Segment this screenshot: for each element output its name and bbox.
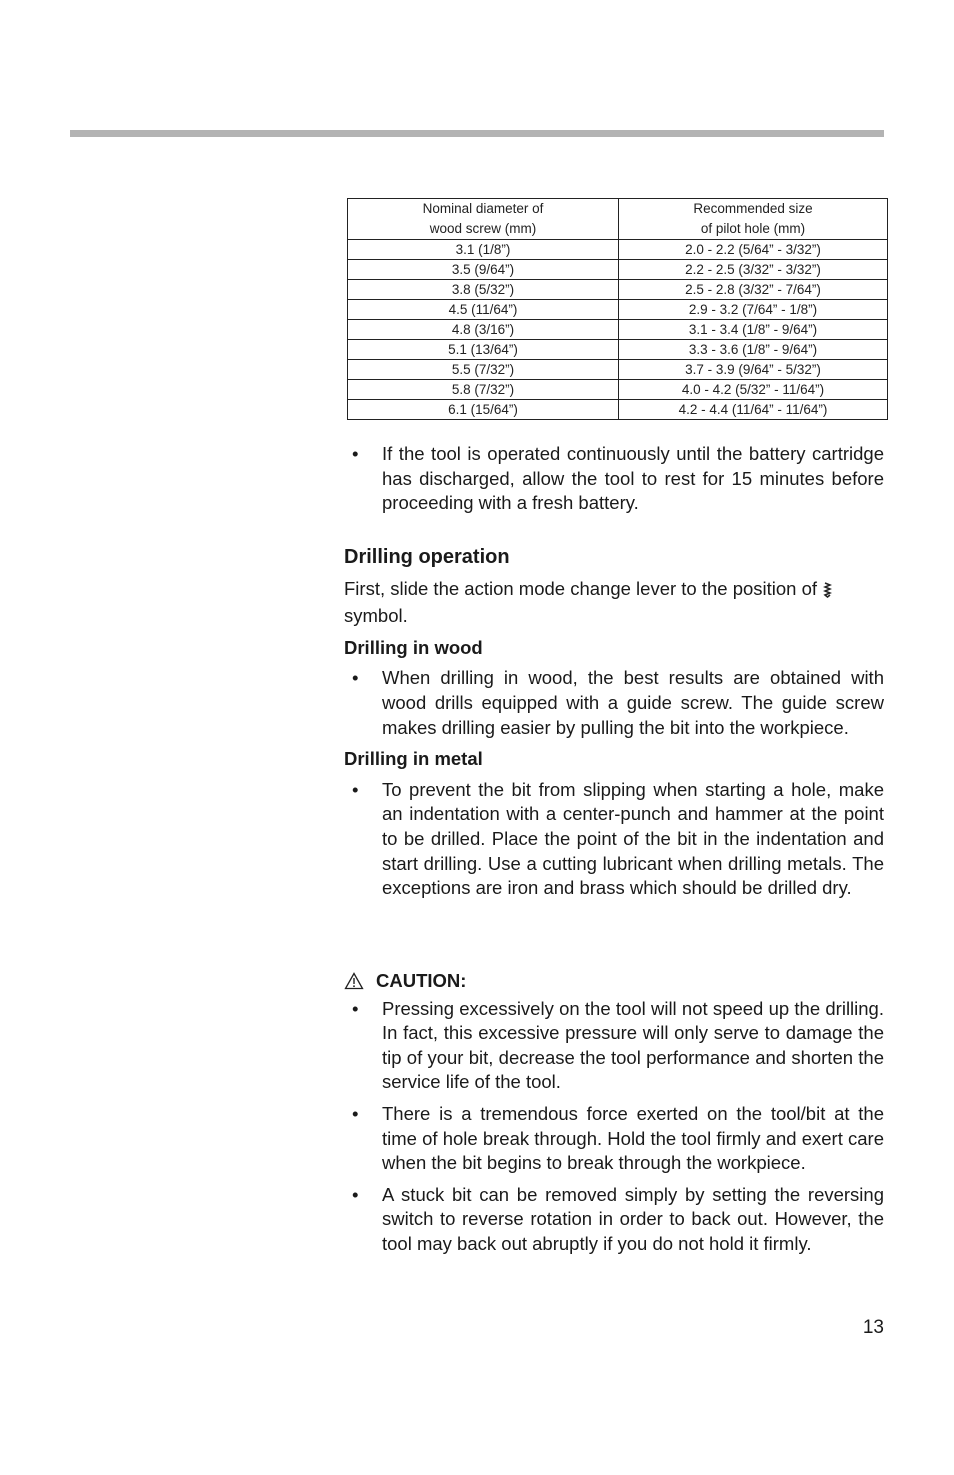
bullet-marker: • [352,778,359,800]
bullet-marker: • [352,443,359,464]
table-header-screw-diameter [348,199,619,240]
battery-note [344,442,884,516]
intro-text: First, slide the action mode change lever to the position of [344,577,818,599]
bullet-marker: • [352,1183,359,1205]
table-cell: 5.8 (7/32”) [348,380,619,400]
subsection-heading: Drilling in wood [344,636,483,658]
section-heading: Drilling operation [344,546,510,568]
table-row [348,380,888,400]
table-cell: 3.1 (1/8”) [348,240,619,260]
drill-bit-icon [823,580,832,605]
table-cell: 3.1 - 3.4 (1/8” - 9/64”) [619,320,888,340]
table-cell: 3.8 (5/32”) [348,280,619,300]
table-header-pilot-hole [619,199,888,240]
drilling-intro [344,577,884,629]
header-text: Recommended size [693,201,813,216]
table-cell: 2.9 - 3.2 (7/64” - 1/8”) [619,300,888,320]
table-cell: 2.5 - 2.8 (3/32” - 7/64”) [619,280,888,300]
table-row [348,240,888,260]
warning-triangle-icon [344,972,364,990]
table-cell: 4.8 (3/16”) [348,320,619,340]
header-text: wood screw (mm) [429,221,537,236]
table-cell: 4.0 - 4.2 (5/32” - 11/64”) [619,380,888,400]
table-row [348,260,888,280]
list-item [344,1102,884,1176]
table-cell: 6.1 (15/64”) [348,400,619,420]
list-item-text: There is a tremendous force exerted on the tool/bit at the time of hole break through. Hold the tool firmly and exert care when the bit begins to break through the workpiece. [382,1102,884,1174]
table-row [348,360,888,380]
table-cell: 4.5 (11/64”) [348,300,619,320]
table-cell: 4.2 - 4.4 (11/64” - 11/64”) [619,400,888,420]
list-item-text: A stuck bit can be removed simply by setting the reversing switch to reverse rotation in order to back out. However, the tool may back out abruptly if you do not hold it firmly. [382,1183,884,1254]
list-item [344,997,884,1095]
intro-text-end: symbol. [344,605,408,627]
table-row [348,300,888,320]
header-text: of pilot hole (mm) [700,221,806,236]
list-item-text: If the tool is operated continuously until the battery cartridge has discharged, allow the tool to rest for 15 minutes before proceeding with a fresh battery. [382,443,884,514]
table-row [348,280,888,300]
table-cell: 3.7 - 3.9 (9/64” - 5/32”) [619,360,888,380]
bullet-marker: • [352,1102,359,1124]
page-number: 13 [862,1317,884,1338]
drilling-section [344,545,884,901]
pilot-hole-table [347,198,888,420]
table-header-row [348,199,888,240]
list-item-text: When drilling in wood, the best results are obtained with wood drills equipped with a guide screw. The guide screw makes drilling easier by pulling the bit into the workpiece. [382,667,884,738]
list-item [344,666,884,740]
header-rule [70,130,884,137]
list-item-text: Pressing excessively on the tool will not speed up the drilling. In fact, this excessive pressure will only serve to damage the tip of your bit, decrease the tool performance and shorten the service life of the tool. [382,997,884,1093]
caution-section [344,969,884,1257]
table-cell: 5.1 (13/64”) [348,340,619,360]
bullet-marker: • [352,997,359,1019]
table-cell: 3.3 - 3.6 (1/8” - 9/64”) [619,340,888,360]
table-row [348,340,888,360]
table-row [348,320,888,340]
caution-heading [344,969,884,994]
list-item-text: To prevent the bit from slipping when starting a hole, make an indentation with a center-punch and hammer at the point to be drilled. Place the point of the bit in the indentation and start drilling. Use a cutting lubricant when drilling metals. The exceptions are iron and brass which should be drilled dry. [382,778,884,899]
table-cell: 5.5 (7/32”) [348,360,619,380]
bullet-marker: • [352,667,359,689]
header-text: Nominal diameter of [422,201,544,216]
table-cell: 2.0 - 2.2 (5/64” - 3/32”) [619,240,888,260]
subsection-heading: Drilling in metal [344,748,483,770]
table-cell: 3.5 (9/64”) [348,260,619,280]
caution-label: CAUTION: [376,970,467,991]
list-item [344,442,884,516]
table-cell: 2.2 - 2.5 (3/32” - 3/32”) [619,260,888,280]
list-item [344,778,884,901]
table-row [348,400,888,420]
list-item [344,1183,884,1257]
